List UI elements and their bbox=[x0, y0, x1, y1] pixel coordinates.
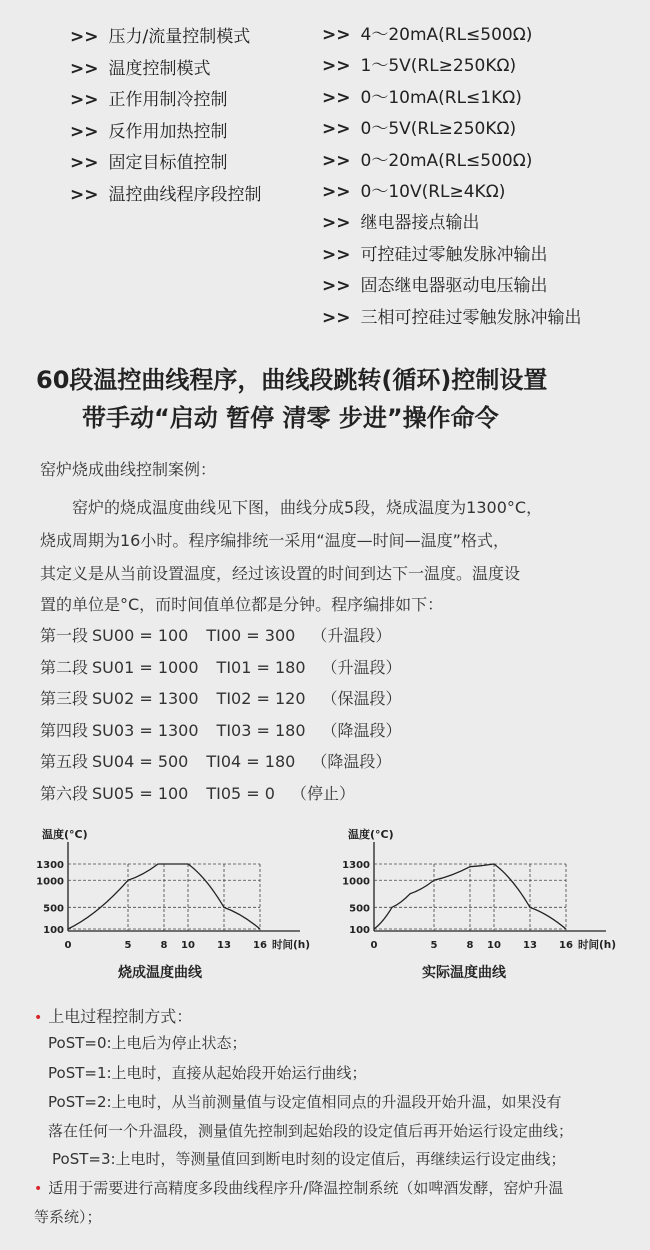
power-on-line: PoST=1:上电时，直接从起始段开始运行曲线； bbox=[48, 1064, 367, 1082]
output-type-item-label: 固态继电器驱动电压输出 bbox=[360, 276, 548, 297]
case-paragraph-line: 烧成周期为16小时。程序编排统一采用“温度—时间—温度”格式， bbox=[40, 531, 509, 550]
segment-name: 第六段 bbox=[40, 783, 89, 803]
output-type-item-label: 继电器接点输出 bbox=[360, 213, 480, 234]
segment-ti: TI00 = 300 bbox=[206, 626, 296, 645]
arrow-marker: >> bbox=[70, 58, 99, 79]
segment-su: SU01 = 1000 bbox=[92, 657, 199, 677]
bullet-dot-icon: • bbox=[34, 1010, 43, 1026]
control-mode-item-label: 固定目标值控制 bbox=[108, 153, 228, 173]
chart-title: 烧成温度曲线 bbox=[118, 965, 202, 981]
y-tick-label: 500 bbox=[43, 903, 64, 915]
output-type-item bbox=[322, 240, 548, 265]
output-type-item-label: 4～20mA(RL≤500Ω) bbox=[360, 25, 533, 45]
arrow-marker: >> bbox=[322, 182, 351, 202]
segment-row bbox=[40, 686, 402, 709]
output-type-item-label: 0～5V(RL≥250KΩ) bbox=[360, 119, 517, 140]
arrow-marker: >> bbox=[70, 90, 99, 110]
arrow-marker: >> bbox=[322, 244, 351, 265]
segment-row bbox=[40, 718, 402, 741]
output-type-item bbox=[322, 208, 480, 233]
x-tick-label: 5 bbox=[124, 940, 132, 951]
output-type-item bbox=[322, 271, 548, 296]
segment-name: 第一段 bbox=[40, 626, 89, 645]
arrow-marker: >> bbox=[70, 153, 99, 173]
y-tick-label: 100 bbox=[349, 925, 370, 936]
segment-ti: TI05 = 0 bbox=[206, 783, 275, 803]
x-tick-label: 13 bbox=[217, 940, 231, 951]
output-type-item bbox=[322, 83, 522, 108]
application-line bbox=[34, 1177, 563, 1198]
case-paragraph-line: 窑炉的烧成温度曲线见下图，曲线分成5段，烧成温度为1300°C， bbox=[72, 498, 543, 517]
chart-title: 实际温度曲线 bbox=[422, 965, 506, 981]
control-mode-item bbox=[70, 117, 228, 142]
y-axis-label: 温度(°C) bbox=[348, 828, 394, 841]
arrow-marker: >> bbox=[322, 276, 351, 297]
output-type-item-label: 0～10V(RL≥4KΩ) bbox=[360, 182, 506, 202]
power-on-title bbox=[34, 1004, 192, 1027]
arrow-marker: >> bbox=[70, 184, 99, 205]
output-type-item-label: 0～20mA(RL≤500Ω) bbox=[360, 150, 533, 171]
arrow-marker: >> bbox=[322, 25, 351, 45]
segment-note: （升温段） bbox=[311, 626, 392, 645]
power-on-line: PoST=2:上电时，从当前测量值与设定值相同点的升温段开始升温，如果没有 bbox=[48, 1093, 562, 1111]
arrow-marker: >> bbox=[322, 307, 351, 328]
arrow-marker: >> bbox=[322, 56, 351, 77]
arrow-marker: >> bbox=[70, 121, 99, 142]
control-mode-item bbox=[70, 180, 262, 205]
segment-note: （升温段） bbox=[321, 657, 402, 677]
segment-su: SU02 = 1300 bbox=[92, 689, 199, 708]
segment-name: 第二段 bbox=[40, 657, 89, 677]
x-tick-label: 0 bbox=[64, 940, 72, 951]
output-type-item bbox=[322, 20, 532, 45]
segment-ti: TI02 = 120 bbox=[216, 689, 306, 708]
firing-curve-chart bbox=[30, 822, 320, 962]
segment-su: SU00 = 100 bbox=[92, 626, 189, 645]
control-mode-item bbox=[70, 54, 211, 79]
control-mode-item-label: 压力/流量控制模式 bbox=[108, 27, 251, 47]
segment-name: 第三段 bbox=[40, 689, 89, 708]
segment-note: （停止） bbox=[290, 783, 355, 803]
x-axis-label: 时间(h) bbox=[272, 939, 311, 951]
x-tick-label: 16 bbox=[559, 940, 573, 951]
segment-name: 第四段 bbox=[40, 720, 89, 740]
control-mode-item bbox=[70, 85, 228, 110]
y-tick-label: 1000 bbox=[36, 876, 64, 888]
control-mode-item bbox=[70, 22, 250, 47]
arrow-marker: >> bbox=[322, 119, 351, 140]
bullet-dot-icon: • bbox=[34, 1181, 43, 1197]
x-tick-label: 8 bbox=[160, 940, 168, 951]
segment-ti: TI01 = 180 bbox=[216, 657, 306, 677]
x-tick-label: 16 bbox=[253, 940, 267, 951]
y-tick-label: 1000 bbox=[342, 876, 370, 888]
segment-note: （降温段） bbox=[311, 752, 392, 771]
application-line-2: 等系统）； bbox=[34, 1208, 102, 1226]
x-tick-label: 8 bbox=[466, 940, 474, 951]
x-tick-label: 10 bbox=[487, 940, 501, 951]
segment-su: SU04 = 500 bbox=[92, 752, 189, 771]
x-tick-label: 10 bbox=[181, 940, 195, 951]
output-type-item bbox=[322, 146, 532, 171]
y-tick-label: 100 bbox=[43, 925, 64, 936]
segment-su: SU05 = 100 bbox=[92, 783, 189, 803]
power-on-line: 落在任何一个升温段，测量值先控制到起始段的设定值后再开始运行设定曲线； bbox=[48, 1122, 574, 1140]
segment-ti: TI03 = 180 bbox=[216, 720, 306, 740]
arrow-marker: >> bbox=[322, 87, 351, 108]
y-tick-label: 500 bbox=[349, 903, 370, 915]
control-mode-item-label: 正作用制冷控制 bbox=[108, 90, 228, 110]
arrow-marker: >> bbox=[70, 27, 99, 47]
case-paragraph-line: 置的单位是°C，而时间值单位都是分钟。程序编排如下： bbox=[40, 595, 444, 614]
segment-name: 第五段 bbox=[40, 752, 89, 771]
segment-row bbox=[40, 781, 355, 804]
control-mode-item-label: 温度控制模式 bbox=[108, 58, 211, 79]
y-tick-label: 1300 bbox=[36, 860, 64, 871]
segment-note: （保温段） bbox=[321, 689, 402, 708]
control-mode-item-label: 反作用加热控制 bbox=[108, 121, 228, 142]
control-mode-item-label: 温控曲线程序段控制 bbox=[108, 184, 262, 205]
output-type-item bbox=[322, 303, 582, 328]
y-tick-label: 1300 bbox=[342, 860, 370, 871]
arrow-marker: >> bbox=[322, 150, 351, 171]
output-type-item-label: 三相可控硅过零触发脉冲输出 bbox=[360, 307, 582, 328]
x-tick-label: 13 bbox=[523, 940, 537, 951]
power-on-title-text: 上电过程控制方式： bbox=[48, 1007, 193, 1026]
headline-line2: 带手动“启动 暂停 清零 步进”操作命令 bbox=[82, 404, 499, 432]
power-on-line: PoST=0:上电后为停止状态； bbox=[48, 1034, 247, 1052]
x-axis-label: 时间(h) bbox=[578, 939, 617, 951]
output-type-item bbox=[322, 51, 516, 76]
output-type-item bbox=[322, 114, 516, 139]
application-text: 适用于需要进行高精度多段曲线程序升/降温控制系统（如啤酒发酵，窑炉升温 bbox=[48, 1179, 564, 1197]
segment-ti: TI04 = 180 bbox=[206, 752, 296, 771]
segment-su: SU03 = 1300 bbox=[92, 720, 199, 740]
output-type-item-label: 1～5V(RL≥250KΩ) bbox=[360, 56, 517, 77]
output-type-item bbox=[322, 177, 505, 202]
segment-row bbox=[40, 749, 391, 772]
y-axis-label: 温度(°C) bbox=[42, 828, 88, 841]
x-tick-label: 5 bbox=[430, 940, 438, 951]
segment-note: （降温段） bbox=[321, 720, 402, 740]
case-paragraph-line: 其定义是从当前设置温度，经过该设置的时间到达下一温度。温度设 bbox=[40, 564, 521, 583]
output-type-item-label: 0～10mA(RL≤1KΩ) bbox=[360, 87, 522, 108]
output-type-item-label: 可控硅过零触发脉冲输出 bbox=[360, 244, 548, 265]
segment-row bbox=[40, 655, 402, 678]
segment-row bbox=[40, 623, 391, 646]
x-tick-label: 0 bbox=[370, 940, 378, 951]
power-on-line: PoST=3:上电时，等测量值回到断电时刻的设定值后，再继续运行设定曲线； bbox=[52, 1150, 566, 1168]
case-title: 窑炉烧成曲线控制案例： bbox=[40, 460, 217, 479]
arrow-marker: >> bbox=[322, 213, 351, 234]
actual-curve-chart bbox=[336, 822, 626, 962]
control-mode-item bbox=[70, 148, 228, 173]
headline-line1: 60段温控曲线程序，曲线段跳转(循环)控制设置 bbox=[36, 366, 548, 394]
